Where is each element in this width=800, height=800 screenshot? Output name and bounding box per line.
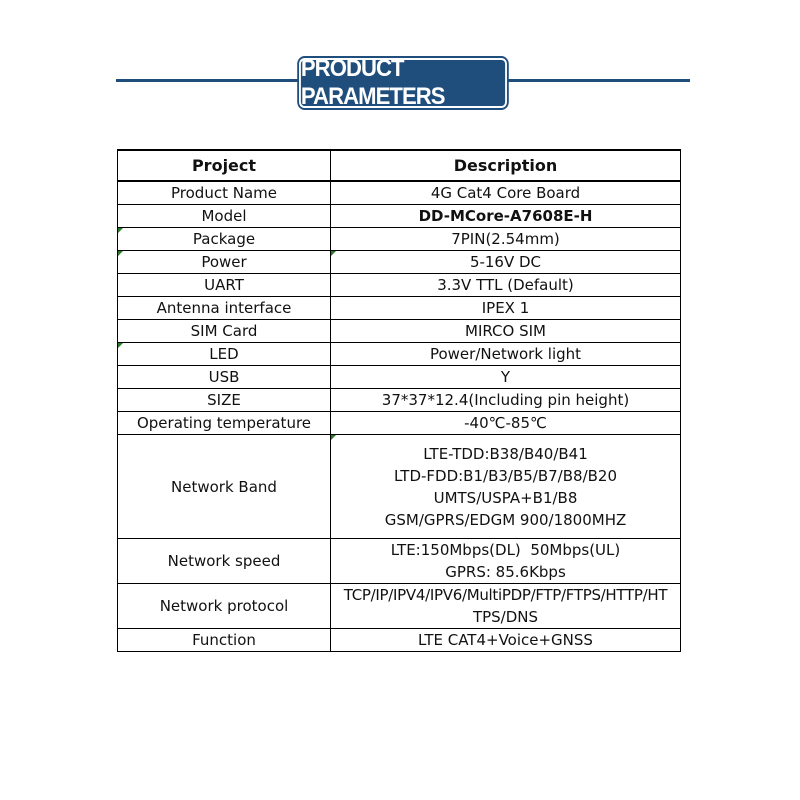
row-value: 3.3V TTL (Default) bbox=[331, 274, 681, 297]
row-value-line: GSM/GPRS/EDGM 900/1800MHZ bbox=[384, 510, 627, 529]
row-value-line: LTE-TDD:B38/B40/B41 bbox=[423, 444, 588, 463]
row-value: MIRCO SIM bbox=[331, 320, 681, 343]
table-row bbox=[118, 389, 681, 412]
row-value-line: LTE:150Mbps(DL) 50Mbps(UL) bbox=[390, 541, 621, 559]
row-label: Package bbox=[118, 228, 331, 251]
table-row bbox=[118, 297, 681, 320]
row-label: Network Band bbox=[118, 435, 331, 539]
row-value: LTE CAT4+Voice+GNSS bbox=[331, 629, 681, 652]
row-label: Network protocol bbox=[118, 584, 331, 629]
row-value-line: TCP/IP/IPV4/IPV6/MultiPDP/FTP/FTPS/HTTP/HT bbox=[343, 586, 668, 604]
row-label: SIZE bbox=[118, 389, 331, 412]
row-value-line: LTD-FDD:B1/B3/B5/B7/B8/B20 bbox=[393, 466, 617, 485]
row-label: Product Name bbox=[118, 181, 331, 205]
row-label: Model bbox=[118, 205, 331, 228]
row-label: Antenna interface bbox=[118, 297, 331, 320]
table-row bbox=[118, 251, 681, 274]
row-value-line: UMTS/USPA+B1/B8 bbox=[433, 488, 578, 507]
row-value bbox=[331, 435, 681, 539]
table-row bbox=[118, 539, 681, 584]
table-row bbox=[118, 181, 681, 205]
row-value: Power/Network light bbox=[331, 343, 681, 366]
row-label: USB bbox=[118, 366, 331, 389]
column-header-project: Project bbox=[118, 150, 331, 181]
row-value bbox=[331, 584, 681, 629]
table-row bbox=[118, 629, 681, 652]
row-value: Y bbox=[331, 366, 681, 389]
row-value: -40℃-85℃ bbox=[331, 412, 681, 435]
table-row bbox=[118, 412, 681, 435]
product-parameters-table bbox=[117, 149, 681, 652]
row-label: UART bbox=[118, 274, 331, 297]
row-value bbox=[331, 539, 681, 584]
row-value: 4G Cat4 Core Board bbox=[331, 181, 681, 205]
table-row bbox=[118, 274, 681, 297]
table-row bbox=[118, 205, 681, 228]
row-label: Function bbox=[118, 629, 331, 652]
row-value-line: GPRS: 85.6Kbps bbox=[445, 563, 566, 581]
row-value: 37*37*12.4(Including pin height) bbox=[331, 389, 681, 412]
table-row bbox=[118, 343, 681, 366]
row-value: DD-MCore-A7608E-H bbox=[331, 205, 681, 228]
table-header-row bbox=[118, 150, 681, 181]
row-label: SIM Card bbox=[118, 320, 331, 343]
table-row bbox=[118, 320, 681, 343]
row-value: IPEX 1 bbox=[331, 297, 681, 320]
table-row bbox=[118, 435, 681, 539]
row-label: Network speed bbox=[118, 539, 331, 584]
row-label: Power bbox=[118, 251, 331, 274]
row-value: 7PIN(2.54mm) bbox=[331, 228, 681, 251]
column-header-description: Description bbox=[331, 150, 681, 181]
table-row bbox=[118, 584, 681, 629]
row-value-line: TPS/DNS bbox=[472, 608, 539, 626]
row-label: LED bbox=[118, 343, 331, 366]
table-row bbox=[118, 228, 681, 251]
row-label: Operating temperature bbox=[118, 412, 331, 435]
title-banner bbox=[0, 55, 800, 110]
row-value: 5-16V DC bbox=[331, 251, 681, 274]
table-row bbox=[118, 366, 681, 389]
page-title: PRODUCT PARAMETERS bbox=[299, 58, 507, 108]
